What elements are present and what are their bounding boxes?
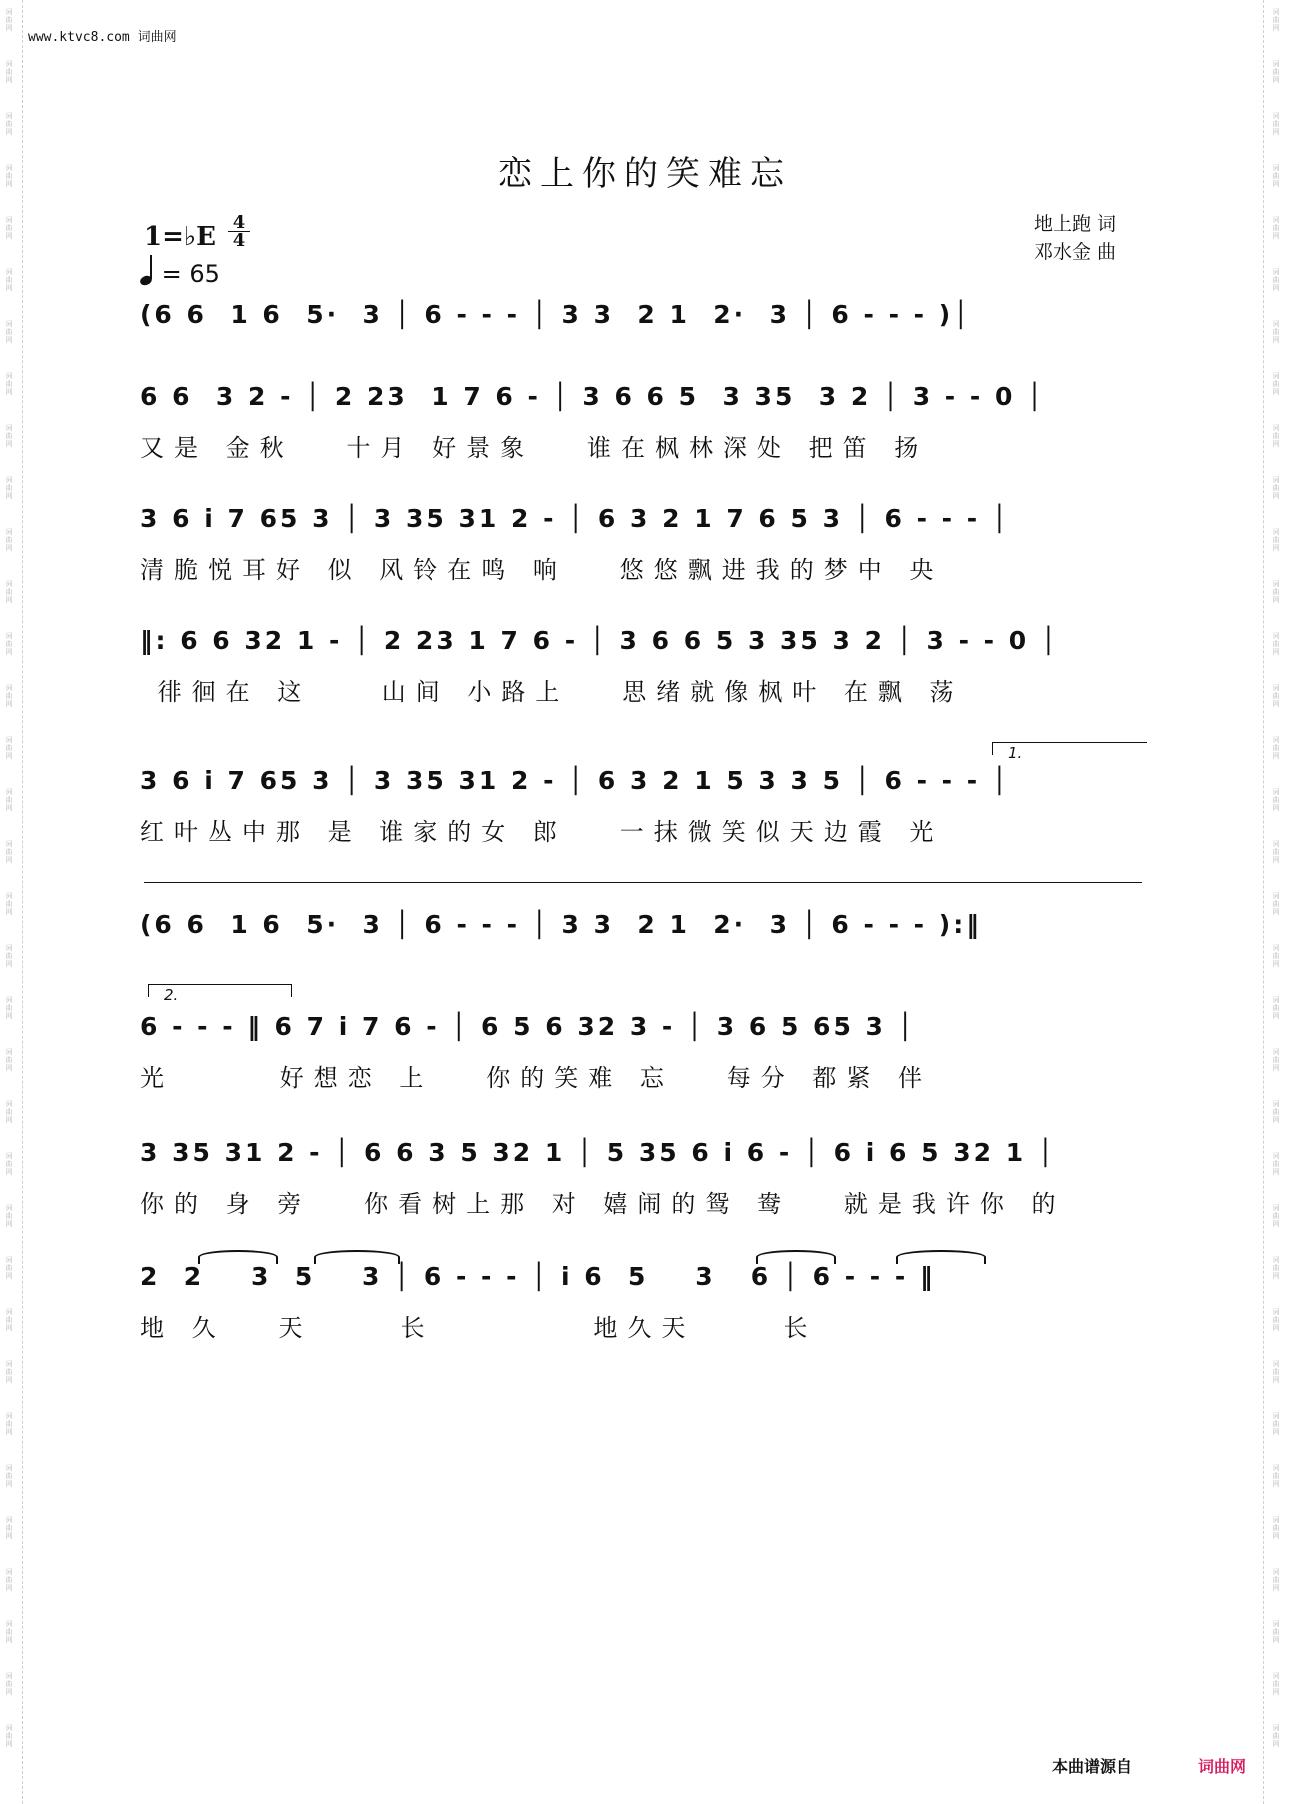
watermark-mark: 词曲网: [1272, 788, 1280, 812]
watermark-mark: 词曲网: [5, 60, 13, 84]
watermark-mark: 词曲网: [5, 1204, 13, 1228]
watermark-mark: 词曲网: [1272, 320, 1280, 344]
watermark-mark: 词曲网: [5, 1308, 13, 1332]
watermark-mark: 词曲网: [1272, 112, 1280, 136]
watermark-mark: 词曲网: [5, 1672, 13, 1696]
watermark-mark: 词曲网: [1272, 1464, 1280, 1488]
watermark-mark: 词曲网: [1272, 8, 1280, 32]
watermark-mark: 词曲网: [1272, 1412, 1280, 1436]
watermark-mark: 词曲网: [5, 528, 13, 552]
watermark-mark: 词曲网: [1272, 1568, 1280, 1592]
watermark-mark: 词曲网: [5, 1516, 13, 1540]
time-signature: [228, 214, 250, 249]
tempo-value: = 65: [161, 260, 220, 288]
score-row-4: [0, 626, 1290, 736]
notation-line: 2 2 3 5 3 │ 6 - - - │ i 6 5 3 6 │ 6 - - - ‖: [140, 1262, 936, 1291]
notation-line: 3 6 i 7 65 3 │ 3 35 31 2 - │ 6 3 2 1 5 3 3 5 │ 6 - - - │: [140, 766, 1010, 795]
watermark-mark: 词曲网: [5, 840, 13, 864]
watermark-mark: 词曲网: [5, 372, 13, 396]
slur: [314, 1250, 400, 1264]
watermark-mark: 词曲网: [5, 1256, 13, 1280]
notation-line: 3 35 31 2 - │ 6 6 3 5 32 1 │ 5 35 6 i 6 - │ 6 i 6 5 32 1 │: [140, 1138, 1056, 1167]
watermark-mark: 词曲网: [1272, 1204, 1280, 1228]
lyric-line: 红叶丛中那 是 谁家的女 郎 一抹微笑似天边霞 光: [140, 818, 944, 846]
lyric-line: 徘徊在 这 山间 小路上 思绪就像枫叶 在飘 荡: [140, 678, 964, 706]
slur: [896, 1250, 986, 1264]
slur: [198, 1250, 278, 1264]
watermark-mark: 词曲网: [5, 892, 13, 916]
notation-line: 3 6 i 7 65 3 │ 3 35 31 2 - │ 6 3 2 1 7 6 5 3 │ 6 - - - │: [140, 504, 1010, 533]
watermark-mark: 词曲网: [1272, 1672, 1280, 1696]
watermark-mark: 词曲网: [5, 580, 13, 604]
tempo-mark: [140, 258, 220, 288]
watermark-mark: 词曲网: [5, 8, 13, 32]
watermark-mark: 词曲网: [1272, 1100, 1280, 1124]
first-ending-label: 1.: [1008, 744, 1023, 762]
watermark-mark: 词曲网: [5, 1620, 13, 1644]
score-row-6: [0, 910, 1290, 1020]
watermark-mark: 词曲网: [5, 684, 13, 708]
score-row-7: [0, 1012, 1290, 1122]
watermark-mark: 词曲网: [5, 164, 13, 188]
first-ending-continuation-line: [144, 882, 1142, 883]
watermark-mark: 词曲网: [5, 1048, 13, 1072]
watermark-mark: 词曲网: [1272, 632, 1280, 656]
watermark-mark: 词曲网: [5, 788, 13, 812]
watermark-mark: 词曲网: [1272, 476, 1280, 500]
watermark-mark: 词曲网: [1272, 216, 1280, 240]
watermark-strip-right: [1270, 0, 1284, 1804]
watermark-mark: 词曲网: [5, 1464, 13, 1488]
watermark-mark: 词曲网: [1272, 892, 1280, 916]
score-row-8: [0, 1138, 1290, 1248]
watermark-strip-left: [3, 0, 17, 1804]
watermark-mark: 词曲网: [1272, 1516, 1280, 1540]
watermark-mark: 词曲网: [5, 944, 13, 968]
notation-line: 6 6 3 2 - │ 2 23 1 7 6 - │ 3 6 6 5 3 35 3 2 │ 3 - - 0 │: [140, 382, 1046, 411]
time-numerator: 4: [228, 214, 250, 232]
watermark-mark: 词曲网: [5, 216, 13, 240]
watermark-mark: 词曲网: [5, 1360, 13, 1384]
score-row-3: [0, 504, 1290, 614]
slur: [756, 1250, 836, 1264]
watermark-mark: 词曲网: [1272, 268, 1280, 292]
watermark-mark: 词曲网: [1272, 164, 1280, 188]
watermark-mark: 词曲网: [5, 632, 13, 656]
watermark-mark: 词曲网: [1272, 1620, 1280, 1644]
second-ending-label: 2.: [164, 986, 179, 1004]
watermark-mark: 词曲网: [1272, 424, 1280, 448]
song-title: 恋上你的笑难忘: [498, 154, 792, 194]
score-row-9: [0, 1262, 1290, 1372]
watermark-mark: 词曲网: [1272, 580, 1280, 604]
lyric-line: 地 久 天 长 地久天 长: [140, 1314, 818, 1342]
watermark-mark: 词曲网: [1272, 1360, 1280, 1384]
score-row-5: [0, 766, 1290, 876]
notation-line: (6 6 1 6 5· 3 │ 6 - - - │ 3 3 2 1 2· 3 │ 6 - - - )│: [140, 300, 972, 329]
site-logo: 词曲网: [1198, 1757, 1247, 1776]
composer: 邓水金 曲: [1034, 241, 1117, 263]
watermark-mark: 词曲网: [1272, 1256, 1280, 1280]
watermark-mark: 词曲网: [1272, 1308, 1280, 1332]
watermark-mark: 词曲网: [1272, 372, 1280, 396]
watermark-mark: 词曲网: [5, 736, 13, 760]
watermark-mark: 词曲网: [1272, 840, 1280, 864]
watermark-mark: 词曲网: [1272, 1724, 1280, 1748]
lyricist: 地上跑 词: [1034, 213, 1117, 235]
page-border-left: [22, 0, 23, 1804]
watermark-mark: 词曲网: [1272, 736, 1280, 760]
watermark-mark: 词曲网: [5, 1568, 13, 1592]
watermark-mark: 词曲网: [5, 1152, 13, 1176]
footer-source-text: 本曲谱源自: [1052, 1757, 1133, 1776]
lyric-line: 光 好想恋 上 你的笑难 忘 每分 都紧 伴: [140, 1064, 933, 1092]
watermark-mark: 词曲网: [5, 424, 13, 448]
watermark-mark: 词曲网: [5, 1412, 13, 1436]
watermark-mark: 词曲网: [1272, 996, 1280, 1020]
key-signature: 1=♭E: [144, 222, 216, 252]
watermark-mark: 词曲网: [5, 1724, 13, 1748]
watermark-mark: 词曲网: [5, 476, 13, 500]
watermark-mark: 词曲网: [1272, 528, 1280, 552]
watermark-mark: 词曲网: [1272, 60, 1280, 84]
watermark-mark: 词曲网: [5, 996, 13, 1020]
page-border-right: [1263, 0, 1264, 1804]
notation-line: (6 6 1 6 5· 3 │ 6 - - - │ 3 3 2 1 2· 3 │ 6 - - - ):‖: [140, 910, 982, 939]
watermark-mark: 词曲网: [5, 1100, 13, 1124]
lyric-line: 又是 金秋 十月 好景象 谁在枫林深处 把笛 扬: [140, 434, 929, 462]
time-denominator: 4: [232, 230, 246, 251]
watermark-mark: 词曲网: [5, 320, 13, 344]
source-url: www.ktvc8.com 词曲网: [28, 30, 177, 45]
watermark-mark: 词曲网: [5, 268, 13, 292]
watermark-mark: 词曲网: [5, 112, 13, 136]
watermark-mark: 词曲网: [1272, 944, 1280, 968]
lyric-line: 你的 身 旁 你看树上那 对 嬉闹的鸳 鸯 就是我许你 的: [140, 1190, 1066, 1218]
notation-line: 6 - - - ‖ 6 7 i 7 6 - │ 6 5 6 32 3 - │ 3 6 5 65 3 │: [140, 1012, 916, 1041]
watermark-mark: 词曲网: [1272, 1152, 1280, 1176]
credits: [1034, 210, 1116, 266]
lyric-line: 清脆悦耳好 似 风铃在鸣 响 悠悠飘进我的梦中 央: [140, 556, 944, 584]
notation-line: ‖: 6 6 32 1 - │ 2 23 1 7 6 - │ 3 6 6 5 3 35 3 2 │ 3 - - 0 │: [140, 626, 1059, 655]
watermark-mark: 词曲网: [1272, 1048, 1280, 1072]
score-row-2: [0, 382, 1290, 492]
watermark-mark: 词曲网: [1272, 684, 1280, 708]
